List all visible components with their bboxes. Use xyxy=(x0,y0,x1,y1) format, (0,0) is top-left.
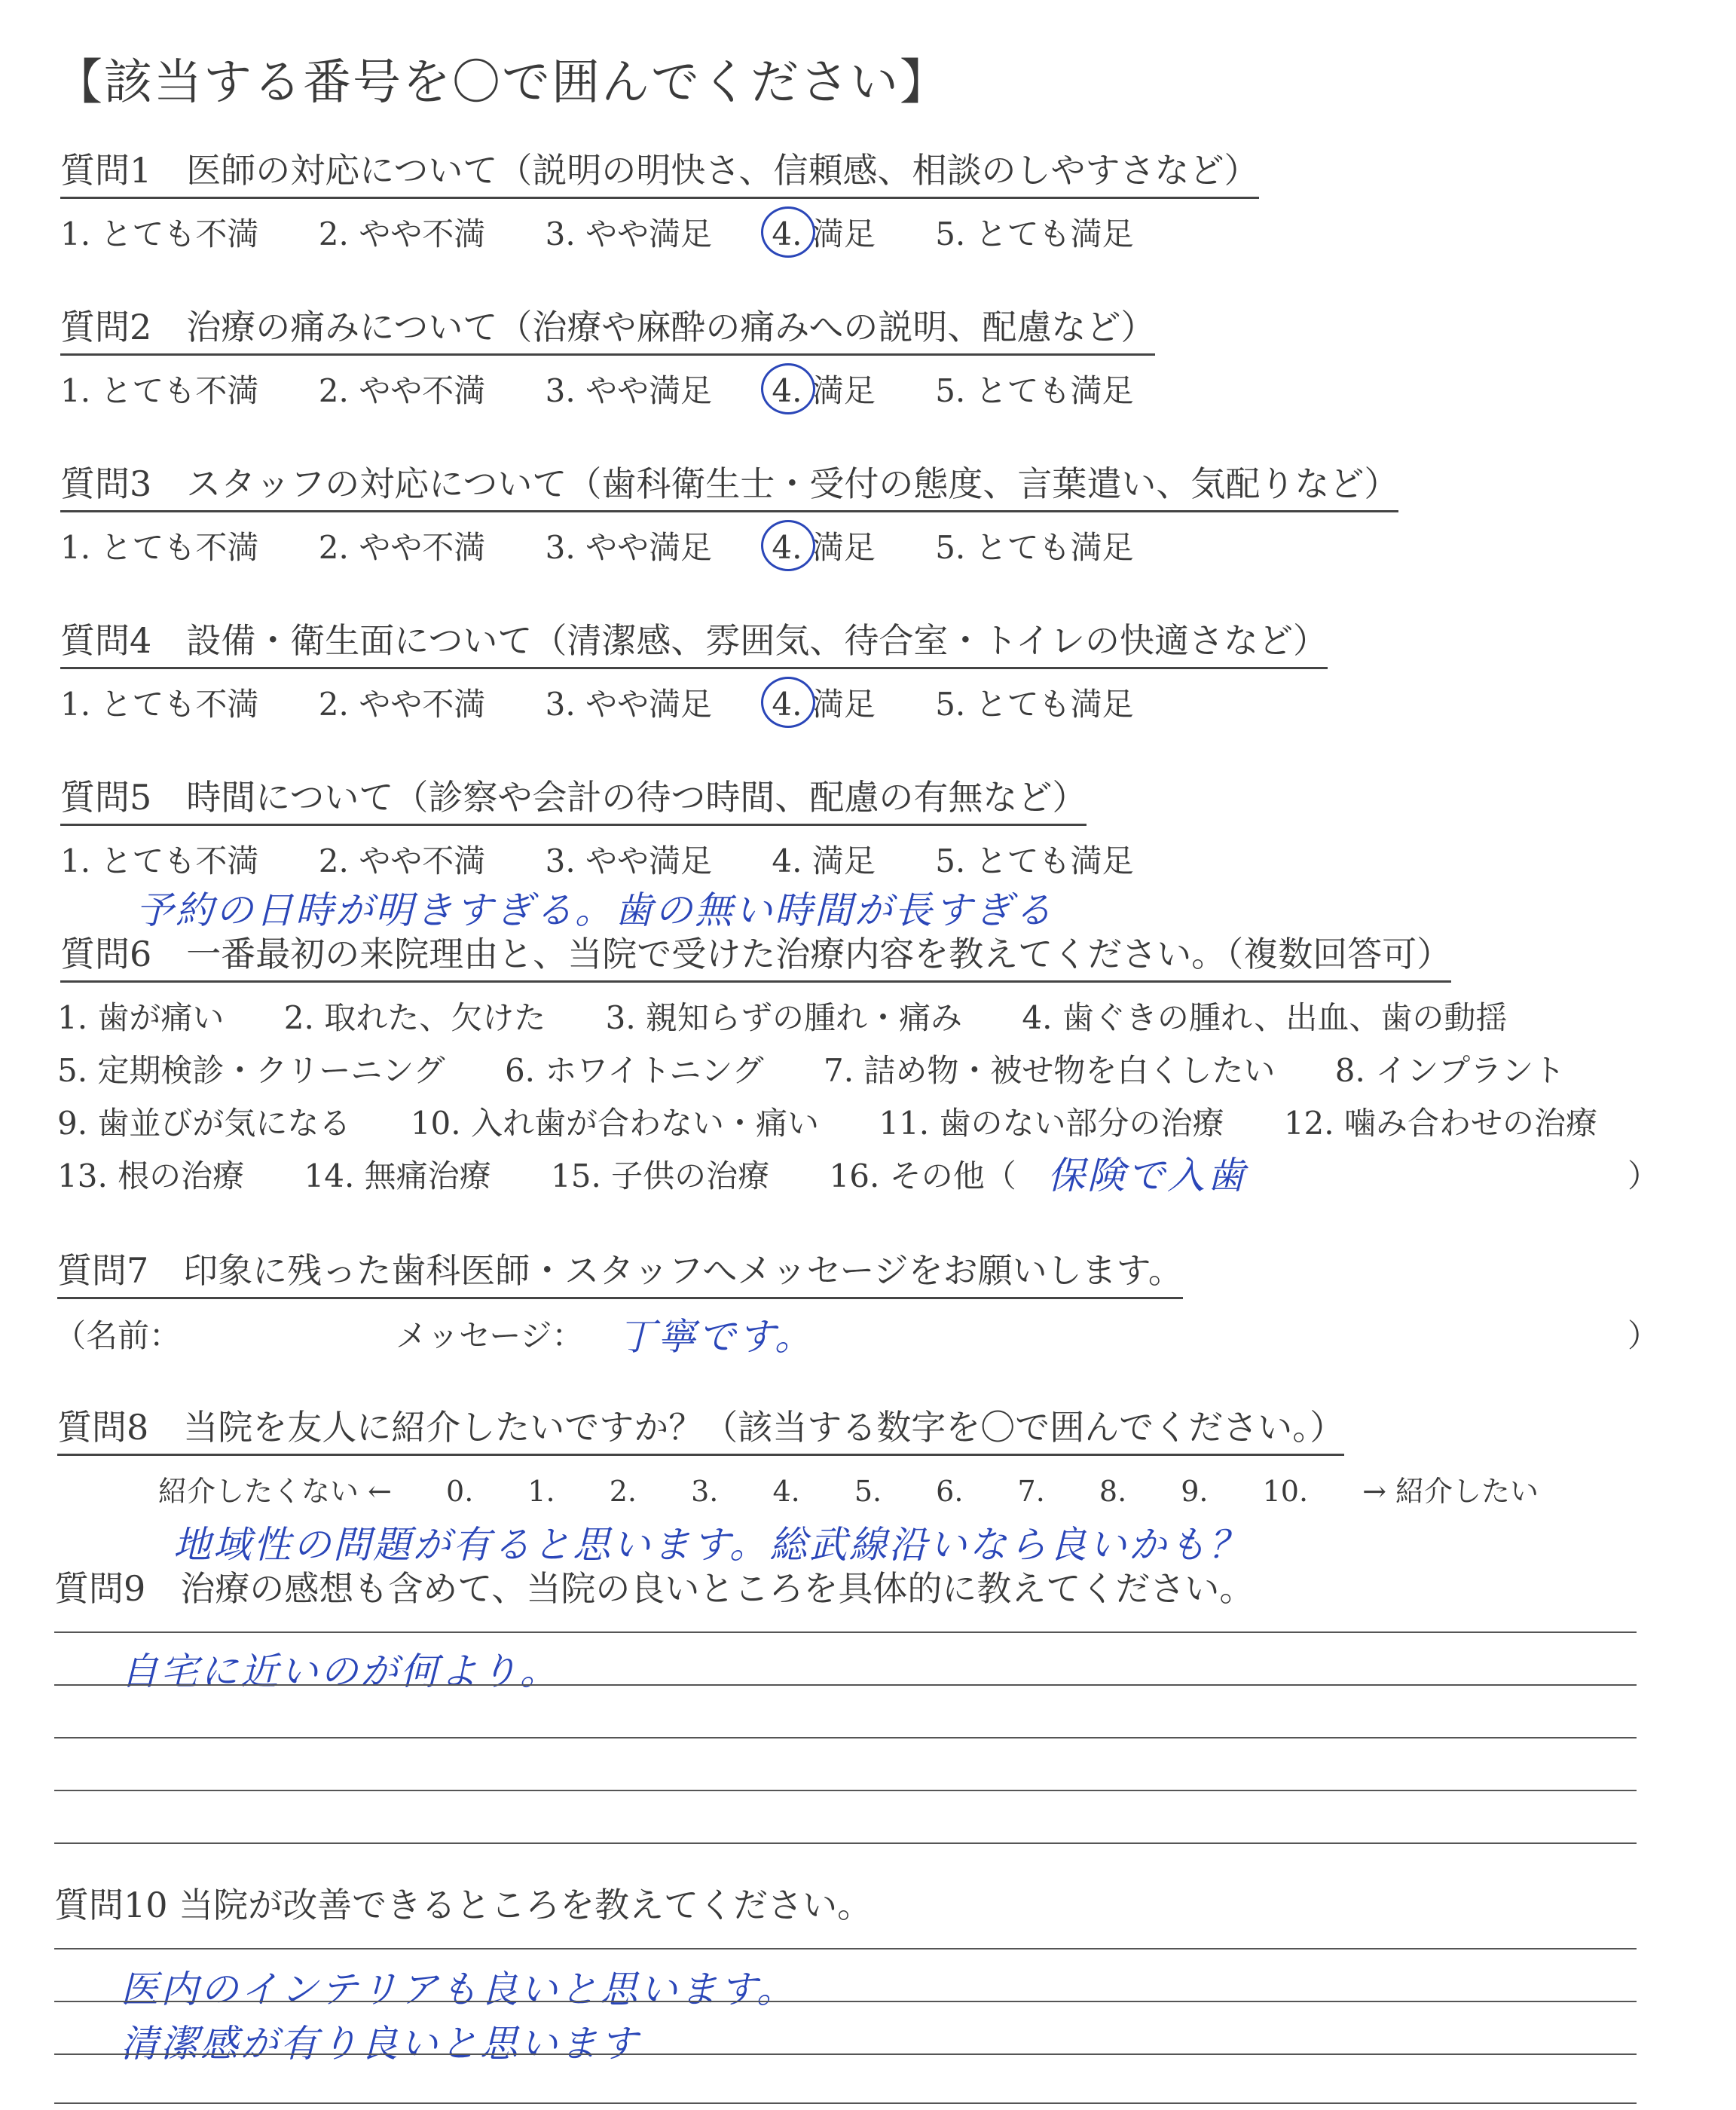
q6-other-handwritten: 保険で入歯 xyxy=(1047,1154,1247,1197)
q8-scale-5[interactable]: 5. xyxy=(854,1475,882,1508)
q7-title: 質問7 印象に残った歯科医師・スタッフへメッセージをお願いします。 xyxy=(57,1251,1183,1299)
q7-name-label: （名前： xyxy=(54,1317,182,1354)
q6-opt-9[interactable]: 9. 歯並びが気になる xyxy=(57,1105,351,1142)
q3-title: 質問3 スタッフの対応について（歯科衛生士・受付の態度、言葉遣い、気配りなど） xyxy=(60,464,1398,512)
q10-line-1 xyxy=(54,1948,1637,1949)
q10-handwritten-answer-2: 清潔感が有り良いと思います xyxy=(121,2022,640,2066)
q6-row-1 xyxy=(57,993,1514,1038)
q6-opt-13[interactable]: 13. 根の治療 xyxy=(57,1157,245,1194)
q8-scale-4[interactable]: 4. xyxy=(772,1475,800,1508)
q10-line-2 xyxy=(54,2001,1637,2002)
q6-opt-8[interactable]: 8. インプラント xyxy=(1334,1052,1566,1089)
q4-opt-4[interactable]: 4. 満足 xyxy=(772,686,876,723)
q3-opt-4[interactable]: 4. 満足 xyxy=(772,529,876,566)
q6-opt-15[interactable]: 15. 子供の治療 xyxy=(551,1157,770,1194)
q5-opt-3[interactable]: 3. やや満足 xyxy=(545,842,713,879)
q4-opt-3[interactable]: 3. やや満足 xyxy=(545,686,713,723)
q8-scale-row xyxy=(158,1468,1546,1509)
q7-message-handwritten: 丁寧です。 xyxy=(618,1315,815,1359)
q5-opt-4[interactable]: 4. 満足 xyxy=(772,842,876,879)
q7-message-label: メッセージ： xyxy=(396,1317,584,1354)
q6-opt-10[interactable]: 10. 入れ歯が合わない・痛い xyxy=(410,1105,819,1142)
q2-options xyxy=(60,366,1142,411)
q9-title: 質問9 治療の感想も含めて、当院の良いところを具体的に教えてください。 xyxy=(54,1568,1255,1609)
q3-options xyxy=(60,523,1142,568)
q3-answer-circle xyxy=(761,520,815,571)
q5-opt-2[interactable]: 2. やや不満 xyxy=(318,842,486,879)
q1-options xyxy=(60,209,1142,255)
q1-opt-4[interactable]: 4. 満足 xyxy=(772,216,876,252)
q8-right-label: → 紹介したい xyxy=(1362,1475,1539,1508)
q6-opt-6[interactable]: 6. ホワイトニング xyxy=(504,1052,764,1089)
q4-opt-1[interactable]: 1. とても不満 xyxy=(60,686,259,723)
q4-answer-circle xyxy=(761,677,815,728)
q8-scale-1[interactable]: 1. xyxy=(527,1475,555,1508)
q9-line-5 xyxy=(54,1842,1637,1844)
q10-title: 質問10 当院が改善できるところを教えてください。 xyxy=(54,1885,873,1925)
q1-answer-circle xyxy=(761,206,815,258)
q6-row-3 xyxy=(57,1099,1605,1144)
q6-row-4 xyxy=(57,1151,1024,1197)
q9-line-4 xyxy=(54,1790,1637,1791)
q10-line-4 xyxy=(54,2102,1637,2104)
q6-title: 質問6 一番最初の来院理由と、当院で受けた治療内容を教えてください。（複数回答可） xyxy=(60,934,1451,983)
q8-scale-0[interactable]: 0. xyxy=(446,1475,474,1508)
q9-handwritten-answer: 自宅に近いのが何より。 xyxy=(121,1650,560,1693)
q6-opt-12[interactable]: 12. 噛み合わせの治療 xyxy=(1283,1105,1597,1142)
q10-line-3 xyxy=(54,2053,1637,2055)
q2-opt-2[interactable]: 2. やや不満 xyxy=(318,372,486,409)
q6-opt-16[interactable]: 16. その他（ xyxy=(829,1157,1016,1194)
q6-other-close: ） xyxy=(1628,1157,1660,1194)
q8-scale-6[interactable]: 6. xyxy=(936,1475,964,1508)
q2-opt-5[interactable]: 5. とても満足 xyxy=(935,372,1134,409)
q9-line-3 xyxy=(54,1737,1637,1738)
q3-opt-5[interactable]: 5. とても満足 xyxy=(935,529,1134,566)
q8-scale-2[interactable]: 2. xyxy=(609,1475,637,1508)
q5-opt-5[interactable]: 5. とても満足 xyxy=(935,842,1134,879)
q6-row-2 xyxy=(57,1046,1572,1091)
q4-opt-2[interactable]: 2. やや不満 xyxy=(318,686,486,723)
q1-title: 質問1 医師の対応について（説明の明快さ、信頼感、相談のしやすさなど） xyxy=(60,151,1259,199)
q1-opt-2[interactable]: 2. やや不満 xyxy=(318,216,486,252)
q2-answer-circle xyxy=(761,363,815,414)
q3-opt-3[interactable]: 3. やや満足 xyxy=(545,529,713,566)
q2-title: 質問2 治療の痛みについて（治療や麻酔の痛みへの説明、配慮など） xyxy=(60,307,1155,356)
q7-close: ） xyxy=(1628,1317,1660,1354)
q4-options xyxy=(60,680,1142,725)
q9-line-1 xyxy=(54,1631,1637,1633)
page-title: 【該当する番号を〇で囲んでください】 xyxy=(54,55,949,111)
q8-scale-10[interactable]: 10. xyxy=(1262,1475,1309,1508)
q1-opt-5[interactable]: 5. とても満足 xyxy=(935,216,1134,252)
q6-opt-14[interactable]: 14. 無痛治療 xyxy=(304,1157,491,1194)
q8-scale-7[interactable]: 7. xyxy=(1017,1475,1045,1508)
q6-opt-7[interactable]: 7. 詰め物・被せ物を白くしたい xyxy=(823,1052,1276,1089)
q6-opt-3[interactable]: 3. 親知らずの腫れ・痛み xyxy=(605,999,963,1036)
q6-opt-4[interactable]: 4. 歯ぐきの腫れ、出血、歯の動揺 xyxy=(1022,999,1508,1036)
q8-left-label: 紹介したくない ← xyxy=(158,1475,392,1508)
q4-opt-5[interactable]: 5. とても満足 xyxy=(935,686,1134,723)
q4-title: 質問4 設備・衛生面について（清潔感、雰囲気、待合室・トイレの快適さなど） xyxy=(60,621,1328,669)
q5-opt-1[interactable]: 1. とても不満 xyxy=(60,842,259,879)
q1-opt-3[interactable]: 3. やや満足 xyxy=(545,216,713,252)
q3-opt-2[interactable]: 2. やや不満 xyxy=(318,529,486,566)
q5-options xyxy=(60,836,1142,882)
q10-handwritten-answer-1: 医内のインテリアも良いと思います。 xyxy=(121,1968,796,2011)
q2-opt-1[interactable]: 1. とても不満 xyxy=(60,372,259,409)
q1-opt-1[interactable]: 1. とても不満 xyxy=(60,216,259,252)
q9-line-2 xyxy=(54,1684,1637,1686)
q8-scale-3[interactable]: 3. xyxy=(691,1475,719,1508)
q2-opt-3[interactable]: 3. やや満足 xyxy=(545,372,713,409)
q6-opt-1[interactable]: 1. 歯が痛い xyxy=(57,999,225,1036)
q6-opt-11[interactable]: 11. 歯のない部分の治療 xyxy=(879,1105,1224,1142)
q6-opt-2[interactable]: 2. 取れた、欠けた xyxy=(283,999,546,1036)
q2-opt-4[interactable]: 4. 満足 xyxy=(772,372,876,409)
q8-scale-9[interactable]: 9. xyxy=(1181,1475,1209,1508)
q5-handwritten-comment: 予約の日時が明きすぎる。歯の無い時間が長すぎる xyxy=(136,888,1054,932)
q3-opt-1[interactable]: 1. とても不満 xyxy=(60,529,259,566)
q5-title: 質問5 時間について（診察や会計の待つ時間、配慮の有無など） xyxy=(60,778,1087,826)
q6-opt-5[interactable]: 5. 定期検診・クリーニング xyxy=(57,1052,445,1089)
q8-handwritten-comment: 地域性の問題が有ると思います。総武線沿いなら良いかも？ xyxy=(173,1523,1249,1567)
q8-scale-8[interactable]: 8. xyxy=(1099,1475,1127,1508)
q8-title: 質問8 当院を友人に紹介したいですか？（該当する数字を〇で囲んでください。） xyxy=(57,1408,1344,1456)
